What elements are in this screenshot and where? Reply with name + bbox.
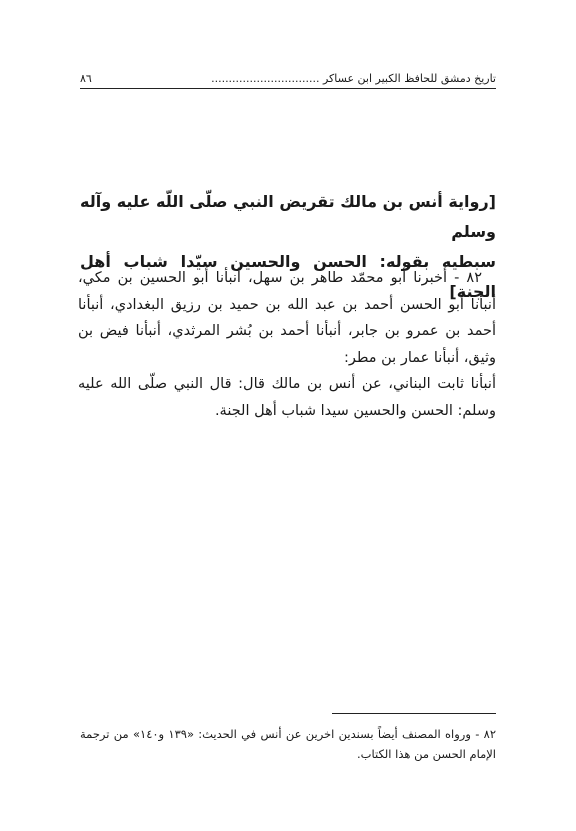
hadith-matn: أنبأنا ثابت البناني، عن أنس بن مالك قال: قال النبي صلّى الله عليه وسلم: الحسن والحسين سيدا شباب أهل الجنة. [78, 376, 496, 419]
footnote-text: ٨٢ - ورواه المصنف أيضاً بسندين اخرين عن أنس في الحديث: «١٣٩ و١٤٠» من ترجمة الإمام الحسن من هذا الكتاب. [80, 727, 496, 761]
hadith-isnad: ٨٢ - أخبرنا أبو محمّد طاهر بن سهل، أنبأنا أبو الحسين بن مكي، أنبأنا أبو الحسن أحمد بن عبد الله بن حميد بن رزيق البغدادي، أنبأنا أحمد بن عمرو بن جابر، أنبأنا أحمد بن بُشر المرثدي، أنبأنا فيض بن وثيق، أنبأنا عمار بن مطر: [78, 270, 496, 366]
running-header-title [211, 70, 496, 88]
running-header [80, 66, 496, 89]
section-heading-line-2: سبطيه بقوله: الحسن والحسين سيّدا شباب أهل الجنة] [80, 252, 496, 301]
page-number: ٨٦ [80, 72, 92, 85]
book-title: تاريخ دمشق للحافظ الكبير ابن عساكر [322, 72, 496, 85]
footnote [80, 724, 496, 764]
footnote-divider [332, 713, 496, 714]
section-heading-line-1: [رواية أنس بن مالك تقريض النبي صلّى اللّه عليه وآله وسلم [80, 192, 496, 241]
hadith-text [78, 265, 496, 424]
leader-dots: ............................... [211, 72, 320, 85]
